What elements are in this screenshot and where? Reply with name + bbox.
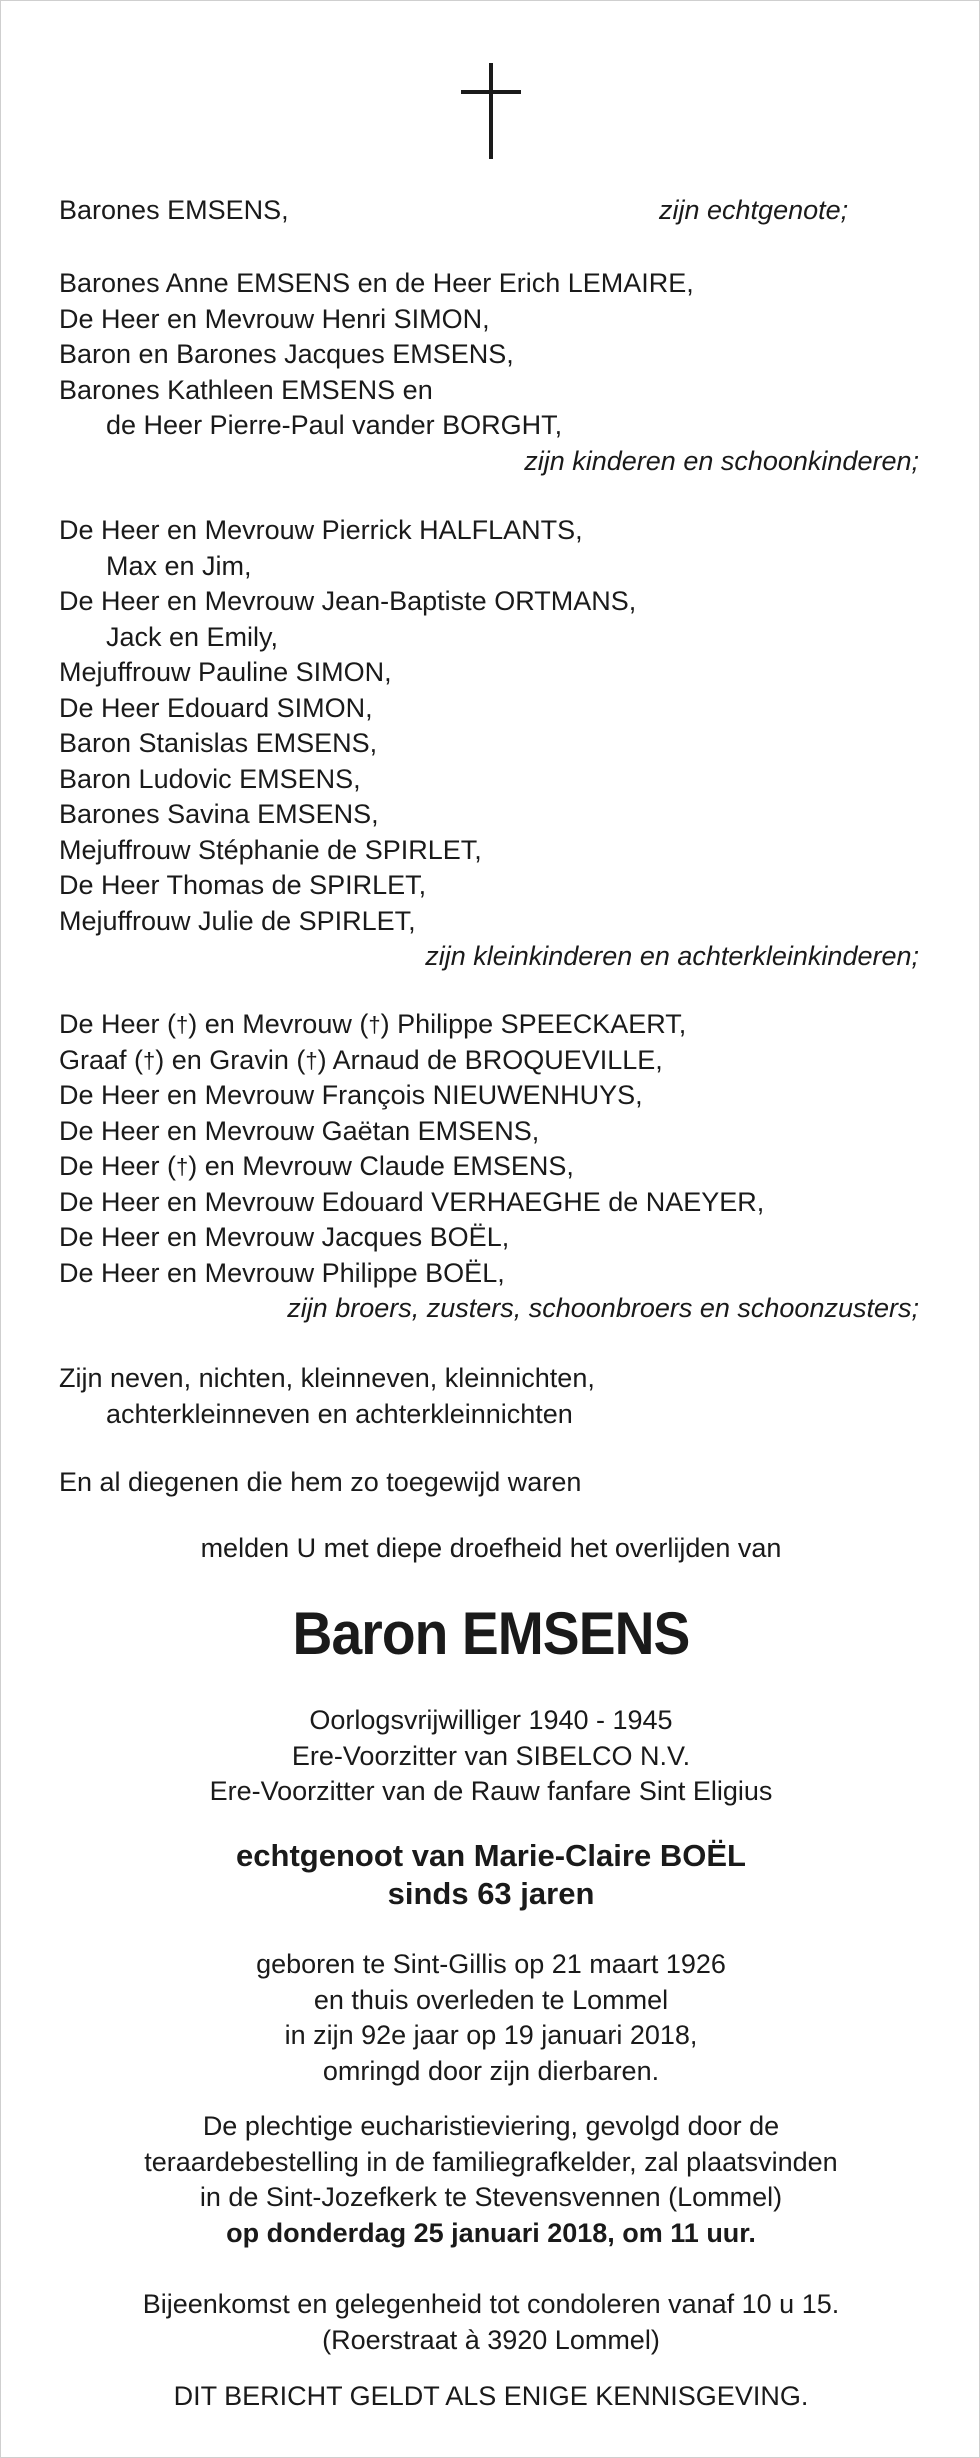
husband-line: sinds 63 jaren: [387, 1876, 595, 1911]
devoted-section: [59, 1465, 925, 1501]
condolence-line: Bijeenkomst en gelegenheid tot condoleren vanaf 10 u 15.: [142, 2289, 840, 2319]
deceased-cross-icon: †: [176, 1154, 189, 1179]
condolence-address: (Roerstraat à 3920 Lommel): [322, 2324, 660, 2355]
announcement: [1, 1531, 980, 1567]
children-line-indented: de Heer Pierre-Paul vander BORGHT,: [106, 410, 563, 440]
cross-icon: [461, 63, 521, 159]
cousins-line-indented: achterkleinneven en achterkleinnichten: [106, 1398, 573, 1429]
deceased-cross-icon: †: [305, 1047, 318, 1073]
grandchild-line: Mejuffrouw Julie de SPIRLET,: [59, 905, 416, 936]
spouse-name: Barones EMSENS,: [59, 195, 289, 225]
cousins-line: Zijn neven, nichten, kleinneven, kleinnichten,: [59, 1363, 595, 1393]
husband-section: [1, 1837, 980, 1913]
grandchild-line: De Heer Thomas de SPIRLET,: [59, 870, 427, 900]
spouse-relation: zijn echtgenote;: [659, 195, 849, 225]
grandchild-line: Barones Savina EMSENS,: [59, 799, 379, 829]
children-line: Barones Anne EMSENS en de Heer Erich LEMAIRE,: [59, 268, 694, 298]
ceremony-date: op donderdag 25 januari 2018, om 11 uur.: [226, 2217, 756, 2248]
deceased-cross-icon: †: [143, 1047, 156, 1073]
grandchildren-relation: zijn kleinkinderen en achterkleinkinderen;: [425, 941, 919, 971]
condolence-section: [1, 2287, 980, 2358]
ceremony-line: in de Sint-Jozefkerk te Stevensvennen (Lommel): [199, 2182, 783, 2212]
children-line: Baron en Barones Jacques EMSENS,: [59, 339, 514, 369]
deceased-name: Baron EMSENS: [292, 1600, 690, 1667]
sibling-line: De Heer (†) en Mevrouw (†) Philippe SPEECKAERT,: [59, 1009, 687, 1039]
life-line: omringd door zijn dierbaren.: [322, 2055, 660, 2086]
grandchild-line-indented: Jack en Emily,: [106, 621, 279, 652]
sibling-line: Graaf (†) en Gravin (†) Arnaud de BROQUEVILLE,: [59, 1044, 663, 1075]
sibling-line: De Heer en Mevrouw Jacques BOËL,: [59, 1222, 510, 1252]
ceremony-section: [1, 2109, 980, 2251]
deceased-cross-icon: †: [176, 1012, 189, 1037]
sibling-line: De Heer en Mevrouw Gaëtan EMSENS,: [59, 1115, 540, 1146]
life-line: in zijn 92e jaar op 19 januari 2018,: [284, 2020, 698, 2050]
children-line: De Heer en Mevrouw Henri SIMON,: [59, 303, 490, 334]
grandchild-line: De Heer en Mevrouw Pierrick HALFLANTS,: [59, 515, 583, 545]
title-line: Ere-Voorzitter van de Rauw fanfare Sint Eligius: [209, 1776, 773, 1806]
notice-line: DIT BERICHT GELDT ALS ENIGE KENNISGEVING.: [173, 2381, 809, 2411]
announcement-line: melden U met diepe droefheid het overlijden van: [200, 1533, 782, 1563]
sibling-line: De Heer en Mevrouw Edouard VERHAEGHE de NAEYER,: [59, 1186, 765, 1217]
grandchild-line: Mejuffrouw Stéphanie de SPIRLET,: [59, 834, 482, 865]
grandchild-line: De Heer Edouard SIMON,: [59, 692, 373, 723]
title-line: Oorlogsvrijwilliger 1940 - 1945: [309, 1705, 673, 1735]
grandchild-line: Mejuffrouw Pauline SIMON,: [59, 657, 392, 687]
children-section: [59, 266, 925, 479]
grandchild-line-indented: Max en Jim,: [106, 550, 252, 581]
notice-section: [1, 2379, 980, 2415]
siblings-relation: zijn broers, zusters, schoonbroers en schoonzusters;: [287, 1293, 919, 1323]
title-line: Ere-Voorzitter van SIBELCO N.V.: [291, 1740, 691, 1771]
ceremony-line: De plechtige eucharistieviering, gevolgd door de: [202, 2111, 780, 2141]
life-line: geboren te Sint-Gillis op 21 maart 1926: [256, 1949, 726, 1979]
titles-section: [1, 1703, 980, 1810]
sibling-line: De Heer en Mevrouw François NIEUWENHUYS,: [59, 1080, 643, 1110]
children-relation: zijn kinderen en schoonkinderen;: [524, 445, 919, 476]
grandchildren-section: [59, 513, 925, 975]
children-line: Barones Kathleen EMSENS en: [59, 374, 433, 405]
spouse-section: [59, 193, 925, 229]
grandchild-line: De Heer en Mevrouw Jean-Baptiste ORTMANS,: [59, 586, 637, 616]
grandchild-line: Baron Ludovic EMSENS,: [59, 763, 361, 794]
cousins-section: [59, 1361, 925, 1432]
husband-line: echtgenoot van Marie-Claire BOËL: [236, 1838, 746, 1873]
life-line: en thuis overleden te Lommel: [313, 1984, 669, 2015]
life-section: [1, 1947, 980, 2089]
sibling-line: De Heer en Mevrouw Philippe BOËL,: [59, 1257, 505, 1288]
siblings-section: [59, 1007, 925, 1327]
deceased-cross-icon: †: [368, 1012, 381, 1037]
grandchild-line: Baron Stanislas EMSENS,: [59, 728, 378, 758]
ceremony-line: teraardebestelling in de familiegrafkelder, zal plaatsvinden: [144, 2146, 838, 2177]
devoted-line: En al diegenen die hem zo toegewijd waren: [59, 1467, 582, 1497]
sibling-line: De Heer (†) en Mevrouw Claude EMSENS,: [59, 1151, 574, 1181]
